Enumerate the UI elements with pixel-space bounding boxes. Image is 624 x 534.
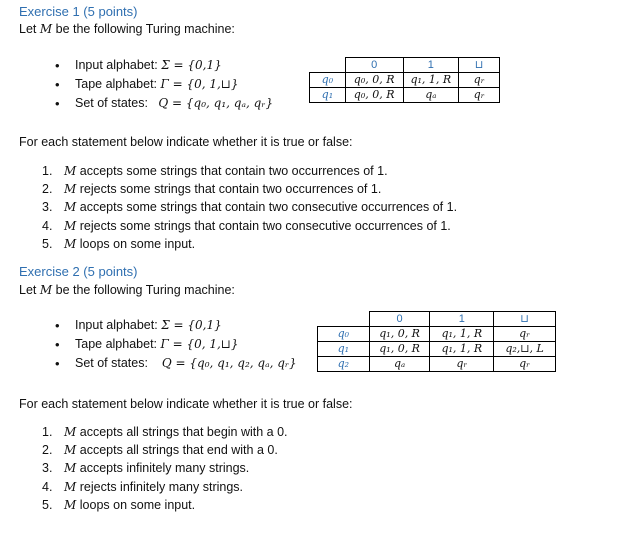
intro-text: Let (19, 283, 40, 297)
list-item (42, 478, 288, 496)
bullet-label: Tape alphabet: (75, 337, 158, 351)
table-header-cell: ⊔ (459, 58, 500, 73)
machine-variable: M (64, 443, 77, 458)
machine-variable: M (64, 425, 77, 439)
table-state-cell: q₁ (318, 342, 370, 357)
list-item (42, 217, 457, 235)
exercise-2-intro (19, 283, 235, 297)
table-cell: q₁, 1, R (430, 342, 494, 357)
table-header-cell: 0 (345, 58, 403, 73)
table-state-cell: q₁ (310, 88, 346, 103)
list-item (42, 423, 288, 441)
statement-number: 3. (42, 200, 53, 215)
machine-variable: M (64, 218, 77, 233)
table-cell: q₁, 1, R (430, 327, 494, 342)
table-cell: q₁, 1, R (403, 73, 459, 88)
list-item (55, 75, 273, 94)
table-row (310, 88, 500, 103)
bullet-math: Γ = {0, 1,⊔} (160, 77, 239, 91)
machine-variable: M (64, 236, 77, 251)
statement-number: 5. (42, 236, 53, 251)
exercise-1-transition-table (309, 57, 500, 103)
exercise-1-prompt: For each statement below indicate whether it is true or false: (19, 135, 353, 149)
exercise-1-statements (42, 162, 457, 253)
list-item (42, 162, 457, 180)
table-header-cell: 1 (430, 312, 494, 327)
machine-variable: M (64, 479, 77, 494)
statement-text: rejects infinitely many strings. (76, 479, 244, 494)
statement-text: accepts all strings that end with a 0. (76, 443, 278, 458)
table-header-cell: 0 (369, 312, 430, 327)
table-row (318, 357, 556, 372)
list-item (42, 180, 457, 198)
exercise-2-transition-table (317, 311, 556, 372)
statement-number: 2. (42, 182, 53, 197)
list-item (55, 316, 297, 335)
table-row (318, 327, 556, 342)
machine-variable: M (64, 182, 77, 197)
exercise-2-heading: Exercise 2 (5 points) (19, 264, 138, 279)
table-state-cell: q₂ (318, 357, 370, 372)
list-item (42, 496, 288, 514)
intro-text: be the following Turing machine: (52, 283, 235, 297)
statement-text: accepts some strings that contain two occurrences of 1. (76, 164, 388, 178)
statement-number: 4. (42, 479, 53, 494)
table-cell: q₀, 0, R (345, 73, 403, 88)
table-cell: q₁, 0, R (369, 342, 430, 357)
table-header-row (310, 58, 500, 73)
table-state-cell: q₀ (310, 73, 346, 88)
statement-number: 1. (42, 425, 53, 439)
list-item (42, 198, 457, 216)
statement-text: rejects some strings that contain two consecutive occurrences of 1. (76, 218, 451, 233)
table-cell: qᵣ (459, 88, 500, 103)
bullet-math: Γ = {0, 1,⊔} (160, 337, 239, 351)
table-header-cell: 1 (403, 58, 459, 73)
table-corner (318, 312, 370, 327)
table-header-row (318, 312, 556, 327)
machine-variable: M (64, 461, 77, 476)
list-item (55, 354, 297, 373)
table-cell: qᵣ (494, 327, 556, 342)
statement-number: 4. (42, 218, 53, 233)
statement-text: accepts infinitely many strings. (76, 461, 250, 476)
bullet-label: Set of states: (75, 96, 148, 110)
bullet-label: Input alphabet: (75, 58, 158, 72)
exercise-2-definition-list (55, 316, 297, 373)
exercise-1-definition-list (55, 56, 273, 113)
bullet-math: Q = {q₀, q₁, q₂, qₐ, qᵣ} (161, 356, 297, 370)
list-item (55, 94, 273, 113)
statement-text: accepts some strings that contain two consecutive occurrences of 1. (76, 200, 458, 215)
table-cell: qᵣ (430, 357, 494, 372)
statement-number: 2. (42, 443, 53, 458)
intro-text: be the following Turing machine: (52, 22, 235, 36)
exercise-2-statements (42, 423, 288, 514)
statement-number: 1. (42, 164, 53, 178)
statement-text: accepts all strings that begin with a 0. (76, 425, 288, 439)
machine-variable: M (64, 164, 77, 178)
statement-text: rejects some strings that contain two occurrences of 1. (76, 182, 382, 197)
bullet-math: Σ = {0,1} (161, 58, 222, 72)
statement-number: 3. (42, 461, 53, 476)
table-cell: qₐ (369, 357, 430, 372)
statement-text: loops on some input. (76, 497, 196, 512)
table-header-cell: ⊔ (494, 312, 556, 327)
list-item (42, 459, 288, 477)
exercise-2-prompt: For each statement below indicate whether it is true or false: (19, 397, 353, 411)
bullet-math: Q = {q₀, q₁, qₐ, qᵣ} (158, 96, 274, 110)
machine-variable: M (39, 22, 53, 36)
list-item (55, 335, 297, 354)
machine-variable: M (39, 283, 53, 297)
machine-variable: M (64, 200, 77, 215)
bullet-math: Σ = {0,1} (161, 318, 222, 332)
list-item (42, 235, 457, 253)
list-item (55, 56, 273, 75)
table-cell: qᵣ (459, 73, 500, 88)
bullet-label: Input alphabet: (75, 318, 158, 332)
exercise-1-heading: Exercise 1 (5 points) (19, 4, 138, 19)
table-cell: qᵣ (494, 357, 556, 372)
intro-text: Let (19, 22, 40, 36)
machine-variable: M (64, 497, 77, 512)
statement-number: 5. (42, 497, 53, 512)
table-state-cell: q₀ (318, 327, 370, 342)
table-row (310, 73, 500, 88)
bullet-label: Tape alphabet: (75, 77, 158, 91)
table-corner (310, 58, 346, 73)
table-cell: q₁, 0, R (369, 327, 430, 342)
table-cell: qₐ (403, 88, 459, 103)
list-item (42, 441, 288, 459)
table-row (318, 342, 556, 357)
exercise-1-intro (19, 22, 235, 36)
bullet-label: Set of states: (75, 356, 148, 370)
table-cell: q₂,⊔, L (494, 342, 556, 357)
table-cell: q₀, 0, R (345, 88, 403, 103)
statement-text: loops on some input. (76, 236, 196, 251)
